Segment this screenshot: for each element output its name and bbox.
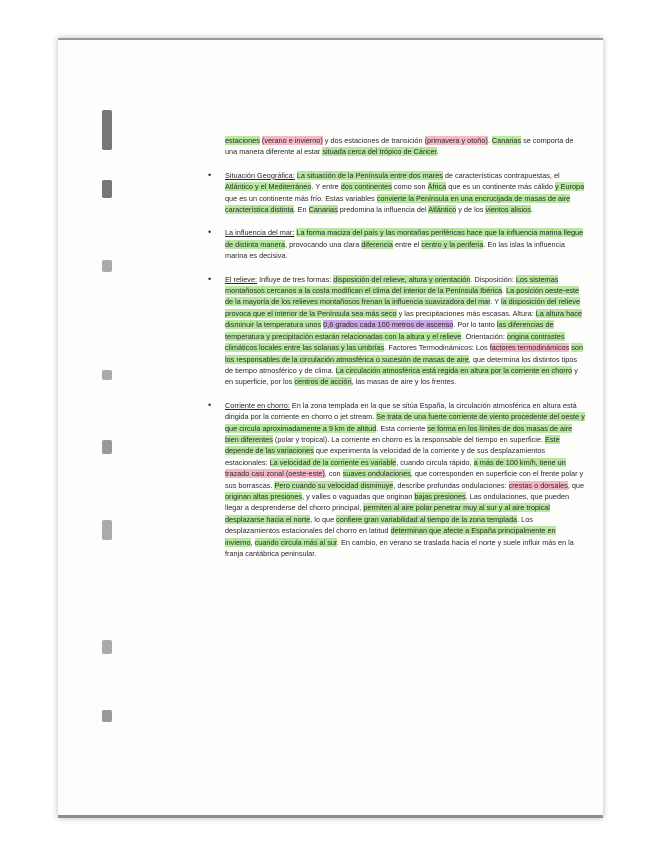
highlighted-text: la disposición del relieve provoca que el interior de la Península sea más seco	[225, 297, 581, 318]
text-run: . Factores Termodinámicos: Los	[384, 343, 490, 353]
highlighted-text: (primavera y otoño)	[424, 136, 488, 145]
highlighted-text: La circulación atmosférica está regida en altura por la corriente en chorro	[335, 365, 573, 375]
highlighted-text: factores termodinámicos	[489, 343, 570, 353]
highlighted-text: La forma maciza del país y las montañas periféricas hace que la influencia marina llegue de distinta manera	[225, 228, 584, 249]
highlighted-text: suaves ondulaciones	[342, 469, 411, 479]
bullet-heading: La influencia del mar:	[225, 228, 295, 238]
text-run: y las precipitaciones más escasas. Altura:	[396, 308, 536, 318]
text-run: . Por lo tanto	[453, 320, 497, 330]
text-run: .	[502, 286, 507, 296]
text-run: , las masas de aire y los frentes.	[351, 377, 457, 387]
highlighted-text: 0,6 grados cada 100 metros de ascenso	[323, 320, 454, 330]
highlighted-text: y Europa	[554, 182, 585, 192]
highlighted-text: Atlántico	[428, 205, 457, 215]
highlighted-text: Pero cuando su velocidad disminuye	[274, 480, 394, 490]
bullet-item	[165, 170, 585, 216]
highlighted-text: diferencia	[361, 239, 393, 249]
text-run: y de los	[456, 205, 486, 215]
text-run: .	[487, 136, 492, 145]
highlighted-text: bajas presiones	[414, 491, 466, 501]
highlighted-text: originan altas presiones	[225, 491, 303, 501]
text-run: En la zona templada en la que se sitúa España, la circulación atmosférica en altura está dirigida por la corriente en chorro o jet stream.	[225, 400, 577, 422]
text-run: , con	[324, 469, 343, 479]
text-run: . En cambio, en verano se traslada hacia el norte y suele influir más en la franja cantábrica peninsular.	[225, 537, 574, 558]
highlighted-text: (verano e invierno)	[261, 136, 323, 145]
text-run: , y valles o vaguadas que originan	[302, 491, 415, 501]
text-run: (polar y tropical). La corriente en chorro es la responsable del tiempo en superficie.	[272, 434, 546, 444]
text-run: . Esta corriente	[376, 423, 428, 433]
text-run: . Y entre	[311, 182, 341, 192]
highlighted-text: determinan que afecte a España principalmente en invierno	[225, 526, 556, 547]
highlighted-text: Canarias	[308, 205, 338, 215]
text-run: .	[530, 205, 533, 215]
highlighted-text: centros de acción	[294, 377, 352, 387]
text-run: entre el	[392, 239, 422, 249]
highlighted-text: Los sistemas montañosos cercanos a la costa modifican el clima del interior de la Península Ibérica	[225, 274, 559, 296]
text-run: que experimenta la velocidad de la corriente y de sus desplazamientos estacionales:	[225, 446, 546, 467]
bullet-item	[165, 227, 585, 261]
text-run: . Los desplazamientos estacionales del chorro en latitud	[225, 514, 533, 536]
highlighted-text: La situación de la Península entre dos mares	[296, 170, 443, 180]
text-run: . En las islas la influencia marina es decisiva.	[225, 239, 565, 261]
bullet-dot-icon: •	[208, 169, 212, 180]
text-run: como son	[391, 182, 428, 192]
text-run: .	[436, 147, 439, 157]
text-run: . Y	[490, 297, 501, 307]
highlighted-text: se forma en los límites de dos masas de aire bien diferentes	[225, 423, 573, 444]
text-run: y en superficie, por los	[225, 365, 578, 387]
text-run: . Orientación:	[461, 331, 507, 341]
highlighted-text: vientos alisios	[485, 205, 531, 215]
text-run: predomina la influencia del	[337, 205, 429, 215]
text-run: de características contrapuestas, el	[442, 170, 560, 180]
text-run: , que	[567, 480, 585, 490]
highlighted-text: trazado casi zonal (oeste-este)	[225, 469, 325, 479]
text-run: , provocando una clara	[285, 239, 362, 249]
text-run: que es un continente más frío. Estas variables	[225, 193, 377, 203]
text-run: . Las ondulaciones, que pueden llegar a desprenderse del chorro principal,	[225, 491, 570, 513]
highlighted-text: situada cerca del trópico de Cáncer	[322, 147, 437, 157]
highlighted-text: centro y la periferia	[421, 239, 484, 249]
bullet-dot-icon: •	[208, 273, 212, 284]
highlighted-text: La altura hace disminuir la temperatura unos	[225, 308, 582, 330]
intro-paragraph	[225, 135, 585, 158]
highlighted-text: La posición oeste-este de la mayoría de los relieves montañosos frenan la influencia suavizadora del mar	[225, 286, 580, 307]
bullet-heading: Situación Geográfica:	[225, 170, 295, 180]
text-run: se comporta de una manera diferente al estar	[225, 136, 574, 157]
highlighted-text: La velocidad de la corriente es variable	[269, 457, 397, 467]
highlighted-text: confiere gran variabilidad al tiempo de la zona templada	[336, 514, 518, 524]
highlighted-text: Este depende de las variaciones	[225, 434, 560, 456]
highlighted-text: Canarias	[491, 136, 522, 145]
highlighted-text: son los responsables de la circulación atmosférica o sucesión de masas de aire	[225, 343, 583, 364]
text-run: . En	[293, 205, 309, 215]
text-run: , cuando circula rápido,	[396, 457, 474, 467]
highlighted-text: las diferencias de temperatura y precipitación estarán relacionadas con la altura y el relieve	[225, 320, 554, 341]
bullet-dot-icon: •	[208, 227, 212, 238]
highlighted-text: a más de 100 km/h, tiene un	[473, 457, 566, 467]
text-run: . Disposición:	[470, 274, 516, 284]
scanned-page	[58, 38, 603, 818]
highlighted-text: permiten al aire polar penetrar muy al sur y al aire tropical desplazarse hacia el norte	[225, 503, 550, 524]
text-run: y dos estaciones de transición	[322, 136, 425, 145]
highlighted-text: cuando circula más al sur	[254, 537, 337, 547]
binder-hole-marks	[102, 110, 118, 750]
highlighted-text: convierte la Península en una encrucijada de masas de aire característica distinta	[225, 193, 571, 215]
highlighted-text: Se trata de una fuerte corriente de viento procedente del oeste y que circula aproximadamente a 9 km de altitud	[225, 412, 585, 433]
highlighted-text: Atlántico y el Mediterráneo	[225, 182, 312, 192]
bullet-heading: Corriente en chorro:	[225, 400, 290, 410]
highlighted-text: África	[427, 182, 447, 192]
highlighted-text: estaciones	[225, 136, 260, 145]
text-run: , que corresponden en superficie con el frente polar y sus borrascas.	[225, 469, 584, 490]
text-run: , que determina los distintos tipos de tiempo atmosférico y de clima.	[225, 354, 578, 375]
bullet-item	[165, 400, 585, 560]
bullet-dot-icon: •	[208, 399, 212, 410]
text-run: Influye de tres formas:	[257, 274, 334, 284]
bullet-heading: El relieve:	[225, 274, 258, 284]
highlighted-text: crestas o dorsales	[508, 480, 568, 490]
text-run: , describe profundas ondulaciones:	[393, 480, 509, 490]
highlighted-text: origina contrastes climáticos locales entre las solanas y las umbrías	[225, 331, 565, 353]
highlighted-text: dos continentes	[340, 182, 392, 192]
document-body	[165, 135, 585, 571]
highlighted-text: disposición del relieve, altura y orientación	[333, 274, 471, 284]
text-run: ,	[250, 537, 255, 547]
bullet-item	[165, 274, 585, 388]
text-run: que es un continente más cálido	[446, 182, 555, 192]
bullet-list	[165, 170, 585, 560]
text-run: , lo que	[310, 514, 337, 524]
